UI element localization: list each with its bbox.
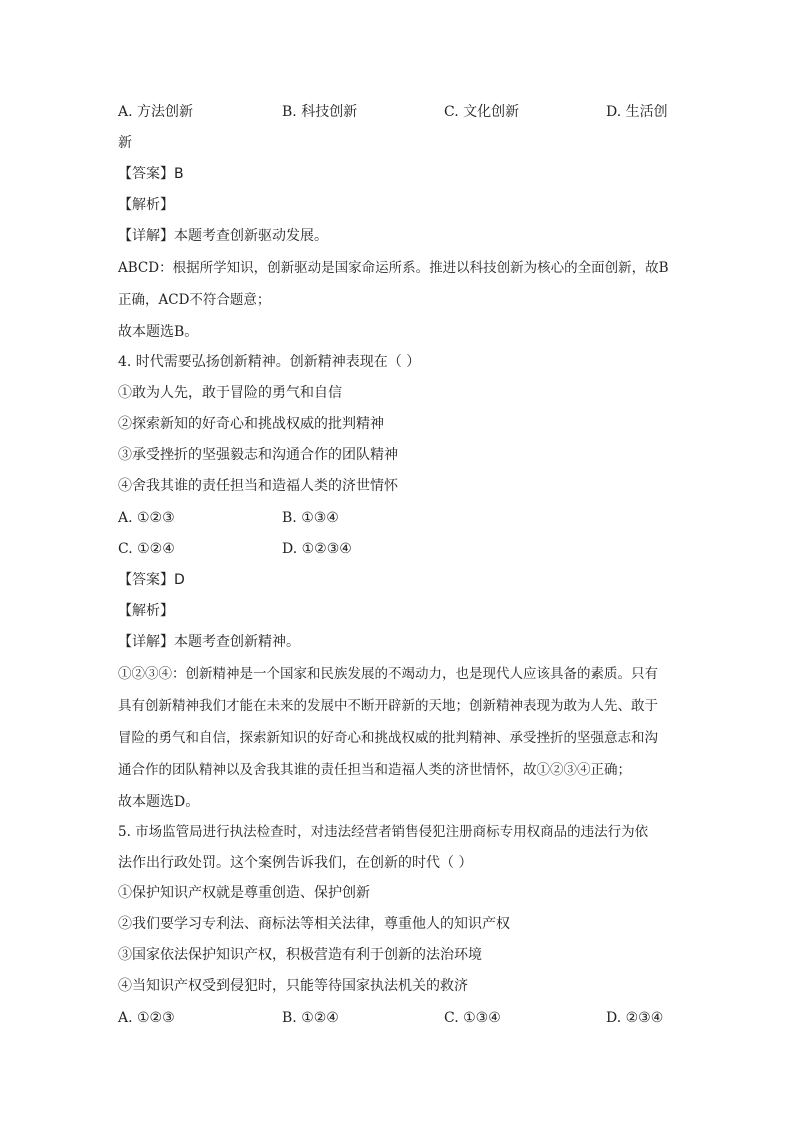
q5-option-a[interactable]: A. ①②③ [118,1010,175,1026]
q3-detail: 【详解】本题考查创新驱动发展。 [118,228,328,244]
q4-conclusion: 故本题选D。 [118,794,200,810]
q4-option-c[interactable]: C. ①②④ [118,541,175,557]
q5-item-2: ②我们要学习专利法、商标法等相关法律，尊重他人的知识产权 [118,916,510,932]
q3-explanation-line-2: 正确，ACD不符合题意； [118,292,271,308]
q3-analysis-label: 【解析】 [118,197,174,213]
q5-option-c[interactable]: C. ①③④ [444,1010,501,1026]
q5-option-b[interactable]: B. ①②④ [282,1010,339,1026]
q4-item-4: ④舍我其谁的责任担当和造福人类的济世情怀 [118,478,398,494]
q4-option-d[interactable]: D. ①②③④ [282,541,352,557]
q4-answer: 【答案】D [118,572,185,588]
q4-explanation-line-3: 冒险的勇气和自信，探索新知识的好奇心和挑战权威的批判精神、承受挫折的坚强意志和沟 [118,730,658,746]
q5-item-3: ③国家依法保护知识产权，积极营造有利于创新的法治环境 [118,947,482,963]
q4-item-1: ①敢为人先，敢于冒险的勇气和自信 [118,385,342,401]
q4-item-3: ③承受挫折的坚强毅志和沟通合作的团队精神 [118,447,398,463]
q4-analysis-label: 【解析】 [118,603,174,619]
q3-explanation-line-1: ABCD：根据所学知识，创新驱动是国家命运所系。推进以科技创新为核心的全面创新，故B [118,260,669,276]
q3-option-c[interactable]: C. 文化创新 [444,104,520,120]
q5-item-1: ①保护知识产权就是尊重创造、保护创新 [118,885,370,901]
q3-option-d[interactable]: D. 生活创 [606,104,668,120]
q4-detail: 【详解】本题考查创新精神。 [118,634,300,650]
q3-option-a[interactable]: A. 方法创新 [118,104,194,120]
q3-answer: 【答案】B [118,166,184,182]
q4-option-b[interactable]: B. ①③④ [282,510,339,526]
q4-stem: 4. 时代需要弘扬创新精神。创新精神表现在（ ） [118,354,421,370]
q4-explanation-line-2: 具有创新精神我们才能在未来的发展中不断开辟新的天地；创新精神表现为敢为人先、敢于 [118,698,658,714]
q5-option-d[interactable]: D. ②③④ [606,1010,664,1026]
q5-item-4: ④当知识产权受到侵犯时，只能等待国家执法机关的救济 [118,978,468,994]
q4-explanation-line-4: 通合作的团队精神以及舍我其谁的责任担当和造福人类的济世情怀，故①②③④正确； [118,762,631,778]
q5-stem-line-2: 法作出行政处罚。这个案例告诉我们，在创新的时代（ ） [118,855,473,871]
q4-explanation-line-1: ①②③④：创新精神是一个国家和民族发展的不竭动力，也是现代人应该具备的素质。只有 [118,666,658,682]
q5-stem-line-1: 5. 市场监管局进行执法检查时，对违法经营者销售侵犯注册商标专用权商品的违法行为依 [118,824,649,840]
q3-option-b[interactable]: B. 科技创新 [282,104,358,120]
q4-item-2: ②探索新知的好奇心和挑战权威的批判精神 [118,416,384,432]
q3-conclusion: 故本题选B。 [118,324,199,340]
q3-option-d-wrap: 新 [118,135,132,151]
q4-option-a[interactable]: A. ①②③ [118,510,175,526]
